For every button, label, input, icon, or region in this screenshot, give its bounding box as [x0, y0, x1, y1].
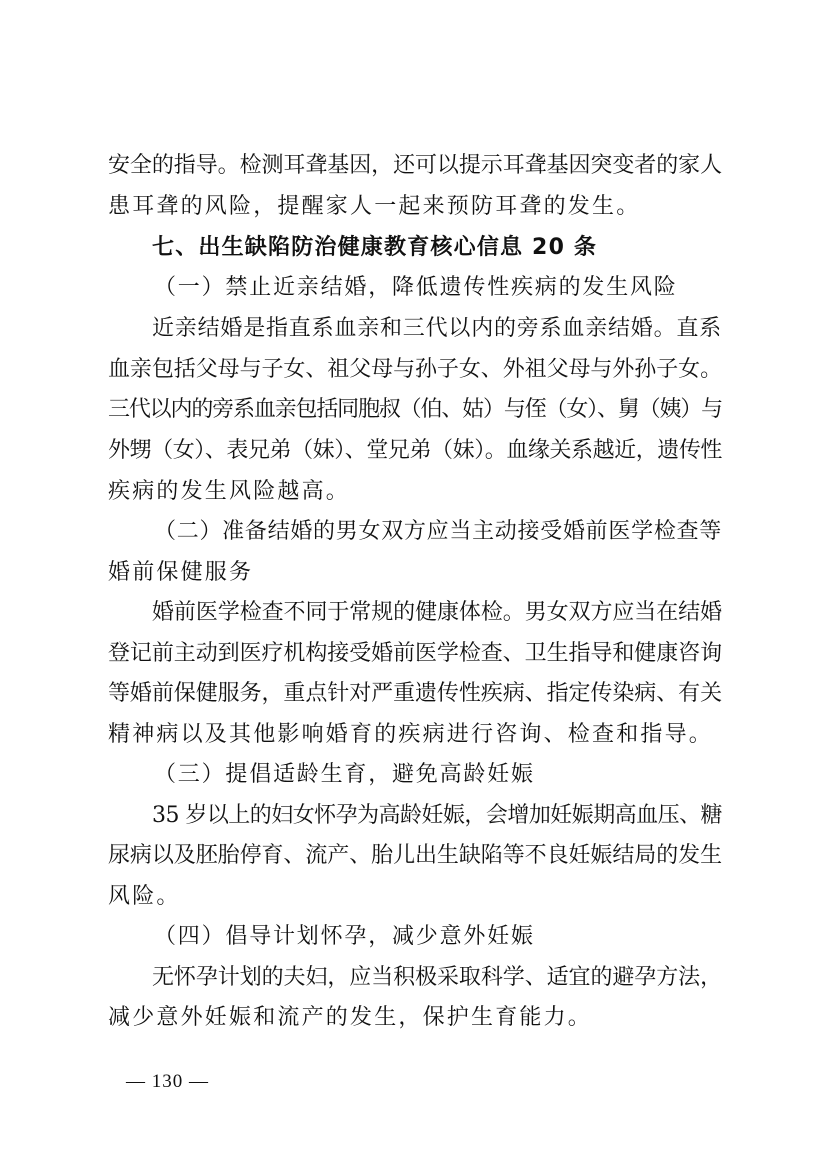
body-text-line: 尿病以及胚胎停育、流产、胎儿出生缺陷等不良妊娠结局的发生 [108, 843, 722, 868]
subsection-heading: （四）倡导计划怀孕，减少意外妊娠 [154, 924, 535, 949]
subsection-heading: （一）禁止近亲结婚，降低遗传性疾病的发生风险 [154, 275, 678, 300]
body-text-line: 风险。 [108, 884, 181, 909]
body-text-line: 安全的指导。检测耳聋基因，还可以提示耳聋基因突变者的家人 [108, 153, 722, 178]
subsection-heading: （三）提倡适龄生育，避免高龄妊娠 [154, 762, 535, 787]
subsection-heading-continued: 婚前保健服务 [108, 560, 254, 585]
body-text-line: 35 岁以上的妇女怀孕为高龄妊娠，会增加妊娠期高血压、糖 [152, 803, 722, 828]
body-text-line: 患耳聋的风险，提醒家人一起来预防耳聋的发生。 [108, 194, 641, 219]
body-text-line: 外甥（女）、表兄弟（妹）、堂兄弟（妹）。血缘关系越近，遗传性 [108, 438, 722, 463]
body-text-line: 减少意外妊娠和流产的发生，保护生育能力。 [108, 1005, 593, 1030]
body-text-line: 近亲结婚是指直系血亲和三代以内的旁系血亲结婚。直系 [152, 316, 722, 341]
body-text-line: 登记前主动到医疗机构接受婚前医学检查、卫生指导和健康咨询 [108, 641, 722, 666]
body-text-line: 无怀孕计划的夫妇，应当积极采取科学、适宜的避孕方法， [152, 965, 722, 990]
body-text-line: 精神病以及其他影响婚育的疾病进行咨询、检查和指导。 [108, 722, 714, 747]
section-heading: 七、出生缺陷防治健康教育核心信息 20 条 [152, 235, 598, 260]
body-text-line: 等婚前保健服务，重点针对严重遗传性疾病、指定传染病、有关 [108, 681, 722, 706]
body-text-line: 三代以内的旁系血亲包括同胞叔（伯、姑）与侄（女）、舅（姨）与 [108, 397, 722, 422]
body-text-line: 婚前医学检查不同于常规的健康体检。男女双方应当在结婚 [152, 600, 722, 625]
subsection-heading: （二）准备结婚的男女双方应当主动接受婚前医学检查等 [154, 519, 722, 544]
body-text-line: 血亲包括父母与子女、祖父母与孙子女、外祖父母与外孙子女。 [108, 357, 722, 382]
page-number: — 130 — [126, 1071, 209, 1092]
body-text-line: 疾病的发生风险越高。 [108, 479, 351, 504]
